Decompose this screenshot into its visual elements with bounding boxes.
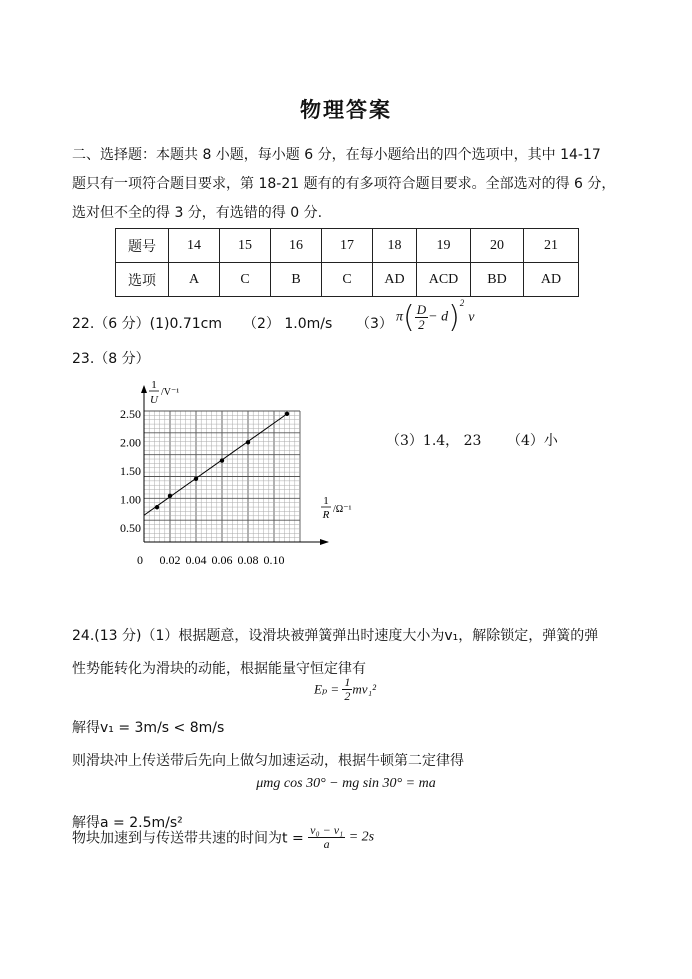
table-cell: 19	[417, 229, 471, 263]
q24-line3: 则滑块冲上传送带后先向上做匀加速运动，根据牛顿第二定律得	[72, 753, 464, 769]
formula-square: 2	[459, 297, 465, 308]
q22-part1: (1)0.71cm	[149, 316, 222, 332]
section2-line3: 选对但不全的得 3 分，有选错的得 0 分.	[72, 205, 323, 221]
fit-line	[144, 414, 287, 515]
x-origin-label: 0	[137, 553, 143, 567]
y-axis-label-unit: /V⁻¹	[161, 387, 180, 398]
section2-line2: 题只有一项符合题目要求，第 18-21 题有的有多项符合题目要求。全部选对的得 6 分，	[72, 176, 616, 192]
table-cell: ACD	[417, 263, 471, 297]
y-axis-label-denominator: U	[150, 394, 158, 406]
x-tick-label: 0.06	[211, 553, 233, 567]
page-title: 物理答案	[300, 98, 392, 122]
q24-line2: 性势能转化为滑块的动能，根据能量守恒定律有	[72, 661, 366, 677]
table-cell: 16	[271, 229, 322, 263]
section2-instructions	[72, 141, 632, 228]
fraction-one-half: $\frac{1}{2}$	[344, 675, 351, 704]
x-tick-label: 0.08	[237, 553, 259, 567]
table-cell: AD	[373, 263, 417, 297]
data-point	[168, 494, 172, 498]
formula-fraction-D-over-2: $\frac{D}{2}$	[416, 301, 427, 332]
formula-pi: π	[396, 309, 404, 325]
table-cell: A	[169, 263, 220, 297]
x-tick-label: 0.02	[159, 553, 181, 567]
q24-line4: 物块加速到与传送带共速的时间为t = $\frac{\text{v₀ − v₁}}{a}$ = 2s	[72, 823, 375, 852]
y-tick-label: 1.50	[120, 463, 141, 478]
x-tick-label: 0.04	[185, 553, 207, 567]
q23-label: 23.（8 分）	[72, 351, 150, 367]
y-axis-arrow	[141, 385, 147, 393]
section2-line1: 二、选择题：本题共 8 小题，每小题 6 分，在每小题给出的四个选项中，其中 14-17	[72, 147, 601, 163]
chart-grid	[144, 411, 300, 542]
q22-label: 22.（6 分）	[72, 316, 150, 332]
data-point	[285, 412, 289, 416]
data-point	[220, 458, 224, 462]
table-cell: 15	[220, 229, 271, 263]
table-cell: 20	[471, 229, 524, 263]
table-cell: C	[220, 263, 271, 297]
x-axis-label-denominator: R	[322, 509, 330, 521]
q22-part3-label: （3）	[356, 316, 393, 332]
table-row-questions	[116, 229, 579, 263]
table-cell: C	[322, 263, 373, 297]
table-cell: 14	[169, 229, 220, 263]
table-cell: AD	[524, 263, 579, 297]
data-point	[155, 505, 159, 509]
q24-solve-a: 解得a = 2.5m/s²	[72, 815, 183, 831]
data-point	[194, 477, 198, 481]
fraction-time: $\frac{\text{v₀ − v₁}}{a}$	[310, 823, 344, 852]
q22-formula: π( $\frac{D}{2}$ − d)$^2$v	[396, 297, 475, 335]
q24-solve-v1: 解得v₁ = 3m/s < 8m/s	[72, 720, 225, 736]
table-cell: 17	[322, 229, 373, 263]
q24-equation-newton: μmg cos 30° − mg sin 30° = ma	[256, 776, 436, 791]
y-tick-label: 1.00	[120, 492, 141, 507]
x-tick-label: 0.10	[263, 553, 285, 567]
table-cell: B	[271, 263, 322, 297]
q22-line	[72, 313, 222, 333]
q23-answer-4: （4）小	[507, 433, 558, 449]
q23-chart	[105, 378, 355, 578]
q23-answer-3: （3）1.4， 23	[386, 433, 482, 449]
table-header-option: 选项	[116, 263, 169, 297]
formula-v: v	[468, 309, 475, 325]
answer-table	[115, 228, 579, 297]
x-axis-label-numerator: 1	[323, 495, 329, 507]
formula-minus-d: − d	[428, 309, 449, 325]
y-axis-label-numerator: 1	[151, 379, 157, 391]
x-axis-arrow	[320, 539, 329, 545]
x-axis-label-unit: /Ω⁻¹	[333, 504, 352, 515]
q24-line1: 24.(13 分)（1）根据题意，设滑块被弹簧弹出时速度大小为v₁，解除锁定，弹簧的弹	[72, 628, 599, 644]
q22-part2: （2） 1.0m/s	[243, 316, 333, 332]
table-cell: 18	[373, 229, 417, 263]
y-tick-label: 2.50	[120, 406, 141, 421]
table-cell: BD	[471, 263, 524, 297]
chart-axes	[120, 379, 352, 567]
table-row-answers	[116, 263, 579, 297]
table-header-question-number: 题号	[116, 229, 169, 263]
y-tick-label: 0.50	[120, 520, 141, 535]
q24-equation-energy: Eₚ = $\frac{1}{2}$ mv₁²	[314, 675, 376, 704]
data-point	[246, 440, 250, 444]
y-tick-label: 2.00	[120, 435, 141, 450]
table-cell: 21	[524, 229, 579, 263]
